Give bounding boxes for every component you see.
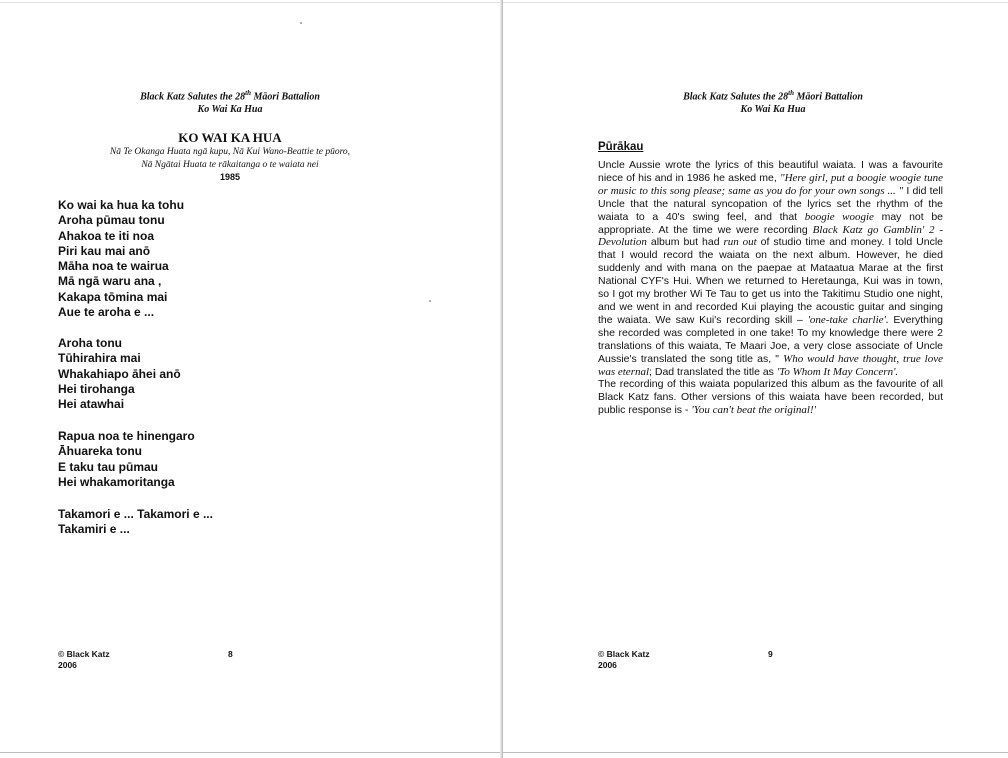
song-credits [0,146,460,172]
right-page [503,0,1008,758]
lyric-line: Takamori e ... Takamori e ... [58,507,213,521]
lyric-line: E taku tau pūmau [58,459,159,474]
copyright-text: © Black Katz [598,649,650,659]
header-line-2: Ko Wai Ka Hua [740,104,806,116]
copyright-year: 2006 [598,660,617,670]
page-number: 8 [228,649,233,659]
page-number: 9 [768,649,773,659]
copyright-year: 2006 [58,660,77,670]
lyric-line: Aue te aroha e ... [58,305,155,320]
lyric-line: Māha noa te wairua [58,259,169,274]
lyric-line: Takamiri e ... [58,522,130,537]
section-heading: Pūrākau [598,141,644,153]
lyric-line: Ko wai ka hua ka tohu [58,198,185,212]
lyrics-verse-4 [58,507,318,538]
lyric-line: Aroha tonu [58,336,122,350]
story-body: Uncle Aussie wrote the lyrics of this beautiful waiata. I was a favourite niece of his and in 1986 he asked me, "Here girl, put a boogie woogie tune or music to this song please; same as you do for your own songs ... " I did tell Uncle that the natural syncopation of the lyrics set the rhythm of the waiata to a 40's swing feel, and that boogie woogie may not be appropriate. At the time we were recording Black Katz go Gamblin' 2 - Devolution album but had run out of studio time and money. I told Uncle that I would record the waiata on the next album. However, he died suddenly and with mana on the paepae at Mataatua Marae at the first National CYF's Hui. When we returned to Heretaunga, Kui was in town, so I got my brother Wi Te Tau to get us into the Takitimu Studio one night, and we went in and recorded Kui playing the acoustic guitar and singing the waiata. We saw Kui's recording skill – 'one-take charlie'. Everything she recorded was completed in one take! To my knowledge there were 2 translations of this waiata, Te Maari Joe, a very close associate of Uncle Aussie's translated the song title as, " Who would have thought, true love was eternal; Dad translated the title as 'To Whom It May Concern'. The recording of this waiata popularized this album as the favourite of all Black Katz fans. Other versions of this waiata have been recorded, but public response is - 'You can't beat the original!' [598,159,943,417]
lyric-line: Aroha pūmau tonu [58,213,165,228]
lyrics-verse-3 [58,429,318,490]
page-footer-copyright [58,649,110,671]
song-year: 1985 [219,172,241,182]
page-header [0,87,460,116]
lyric-line: Āhuareka tonu [58,444,143,459]
lyric-line: Piri kau mai anō [58,243,151,258]
credit-line-1: Nā Te Okanga Huata ngā kupu, Nā Kui Wano-Beattie te pūoro, [109,147,351,157]
lyrics-verse-1 [58,198,318,320]
song-title: KO WAI KA HUA [178,130,282,145]
lyric-line: Hei atawhai [58,397,125,412]
lyric-line: Mā ngā waru ana , [58,274,162,289]
page-footer-copyright [598,649,650,671]
header-line-1: Black Katz Salutes the 28th Māori Battalion [140,89,320,103]
lyrics-verse-2 [58,336,318,412]
header-line-1: Black Katz Salutes the 28th Māori Battalion [683,89,863,103]
lyric-line: Rapua noa te hinengaro [58,429,195,443]
header-line-2: Ko Wai Ka Hua [197,104,263,116]
copyright-text: © Black Katz [58,649,110,659]
credit-line-2: Nā Ngātai Huata te rākaitanga o te waiata nei [141,160,319,170]
lyric-line: Tūhirahira mai [58,351,141,366]
lyric-line: Whakahiapo āhei anō [58,366,181,381]
lyric-line: Hei tirohanga [58,381,135,396]
lyric-line: Hei whakamoritanga [58,474,175,489]
left-page [0,0,500,758]
page-header [503,87,1008,116]
lyric-line: Ahakoa te iti noa [58,228,155,243]
lyric-line: Kakapa tōmina mai [58,289,168,304]
